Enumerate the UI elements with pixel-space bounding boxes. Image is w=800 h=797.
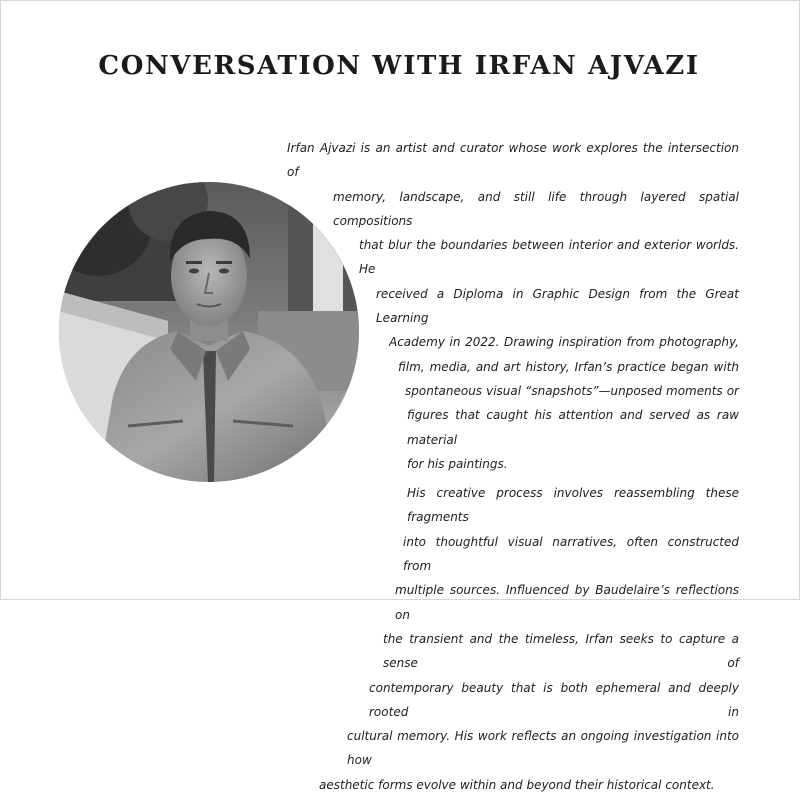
page-title: CONVERSATION WITH IRFAN AJVAZI — [98, 51, 700, 81]
text-line: Academy in 2022. Drawing inspiration from photography, — [389, 335, 739, 350]
text-line: figures that caught his attention and served as raw material — [407, 408, 739, 447]
text-line: received a Diploma in Graphic Design from the Great Learning — [376, 286, 739, 326]
text-line: for his paintings. — [407, 456, 508, 471]
text-line: spontaneous visual “snapshots”—unposed moments or — [405, 383, 739, 398]
text-line: His creative process involves reassembling these fragments — [407, 486, 739, 525]
text-line: film, media, and art history, Irfan’s practice began with — [398, 359, 739, 374]
bio-paragraph-2 — [287, 481, 739, 797]
text-line: contemporary beauty that is both ephemeral and deeply rooted in — [369, 680, 739, 719]
text-line: memory, landscape, and still life through layered spatial compositions — [333, 189, 739, 228]
bio-paragraph-1 — [287, 136, 739, 476]
text-line: multiple sources. Influenced by Baudelaire’s reflections on — [395, 583, 739, 622]
text-line: into thoughtful visual narratives, often constructed from — [403, 534, 739, 574]
text-line: cultural memory. His work reflects an ongoing investigation into how — [347, 729, 739, 768]
text-line: aesthetic forms evolve within and beyond their historical context. — [319, 777, 715, 792]
text-line: Irfan Ajvazi is an artist and curator whose work explores the intersection of — [287, 141, 739, 180]
text-line: the transient and the timeless, Irfan seeks to capture a sense of — [383, 631, 739, 671]
text-line: that blur the boundaries between interior and exterior worlds. He — [359, 238, 739, 277]
bio-text — [287, 136, 739, 797]
